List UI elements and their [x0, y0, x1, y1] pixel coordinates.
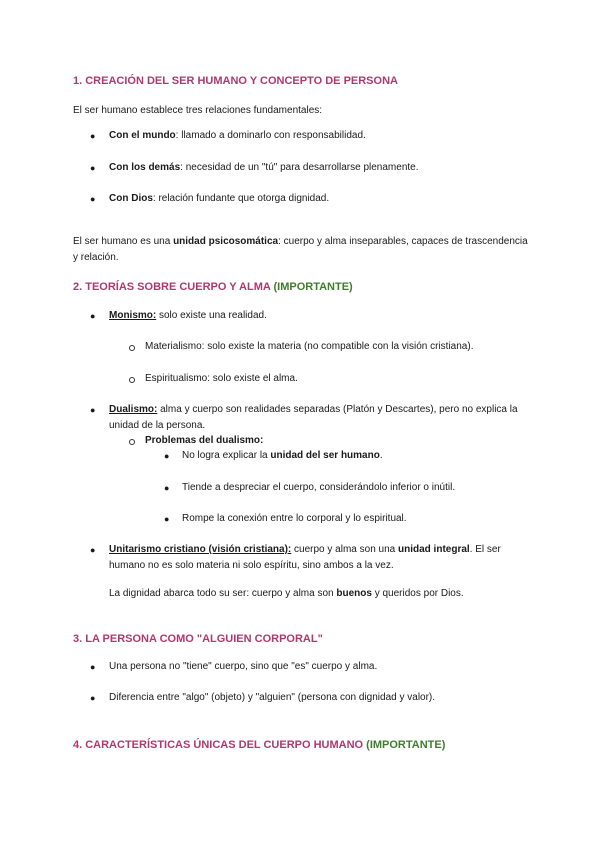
list-item: Tiende a despreciar el cuerpo, considerándolo inferior o inútil. — [182, 482, 456, 493]
bullet-icon: ● — [90, 163, 96, 173]
dignidad-paragraph: La dignidad abarca todo su ser: cuerpo y alma son buenos y queridos por Dios. — [109, 588, 464, 599]
list-item-materialismo: Materialismo: solo existe la materia (no compatible con la visión cristiana). — [145, 341, 474, 352]
section-2-heading: 2. TEORÍAS SOBRE CUERPO Y ALMA (IMPORTANTE) — [73, 281, 353, 293]
circle-bullet-icon — [129, 377, 135, 383]
bullet-icon: ● — [90, 662, 96, 672]
list-item: Rompe la conexión entre lo corporal y lo espiritual. — [182, 513, 407, 524]
circle-bullet-icon — [129, 345, 135, 351]
bullet-icon: ● — [90, 194, 96, 204]
bullet-icon: ● — [164, 514, 170, 524]
bullet-icon: ● — [90, 693, 96, 703]
list-item-espiritualismo: Espiritualismo: solo existe el alma. — [145, 373, 298, 384]
bullet-icon: ● — [90, 405, 96, 415]
bullet-icon: ● — [90, 131, 96, 141]
bullet-icon: ● — [90, 545, 96, 555]
list-item: Con el mundo: llamado a dominarlo con responsabilidad. — [109, 130, 366, 141]
list-item: Diferencia entre "algo" (objeto) y "alguien" (persona con dignidad y valor). — [109, 692, 436, 703]
section-4-heading: 4. CARACTERÍSTICAS ÚNICAS DEL CUERPO HUMANO (IMPORTANTE) — [73, 739, 446, 751]
list-item-dualismo: Dualismo: alma y cuerpo son realidades separadas (Platón y Descartes), pero no explica la unidad de la persona. — [109, 404, 518, 431]
section-1-heading: 1. CREACIÓN DEL SER HUMANO Y CONCEPTO DE PERSONA — [73, 75, 398, 87]
problemas-label: Problemas del dualismo: — [145, 435, 264, 446]
list-item: Con los demás: necesidad de un "tú" para desarrollarse plenamente. — [109, 162, 419, 173]
list-item: Una persona no "tiene" cuerpo, sino que "es" cuerpo y alma. — [109, 661, 378, 672]
bullet-icon: ● — [164, 483, 170, 493]
list-item-monismo: Monismo: solo existe una realidad. — [109, 310, 267, 321]
list-item-unitarismo: Unitarismo cristiano (visión cristiana): cuerpo y alma son una unidad integral. El ser humano no es solo materia ni solo espíritu, sino ambos a la vez. — [109, 544, 501, 571]
circle-bullet-icon — [129, 439, 135, 445]
bullet-icon: ● — [90, 311, 96, 321]
list-item: No logra explicar la unidad del ser humano. — [182, 450, 383, 461]
section-1-intro: El ser humano establece tres relaciones fundamentales: — [73, 105, 323, 116]
list-item: Con Dios: relación fundante que otorga dignidad. — [109, 193, 330, 204]
bullet-icon: ● — [164, 451, 170, 461]
section-3-heading: 3. LA PERSONA COMO "ALGUIEN CORPORAL" — [73, 633, 323, 645]
section-1-paragraph: El ser humano es una unidad psicosomática: cuerpo y alma inseparables, capaces de trascendencia y relación. — [73, 236, 528, 263]
